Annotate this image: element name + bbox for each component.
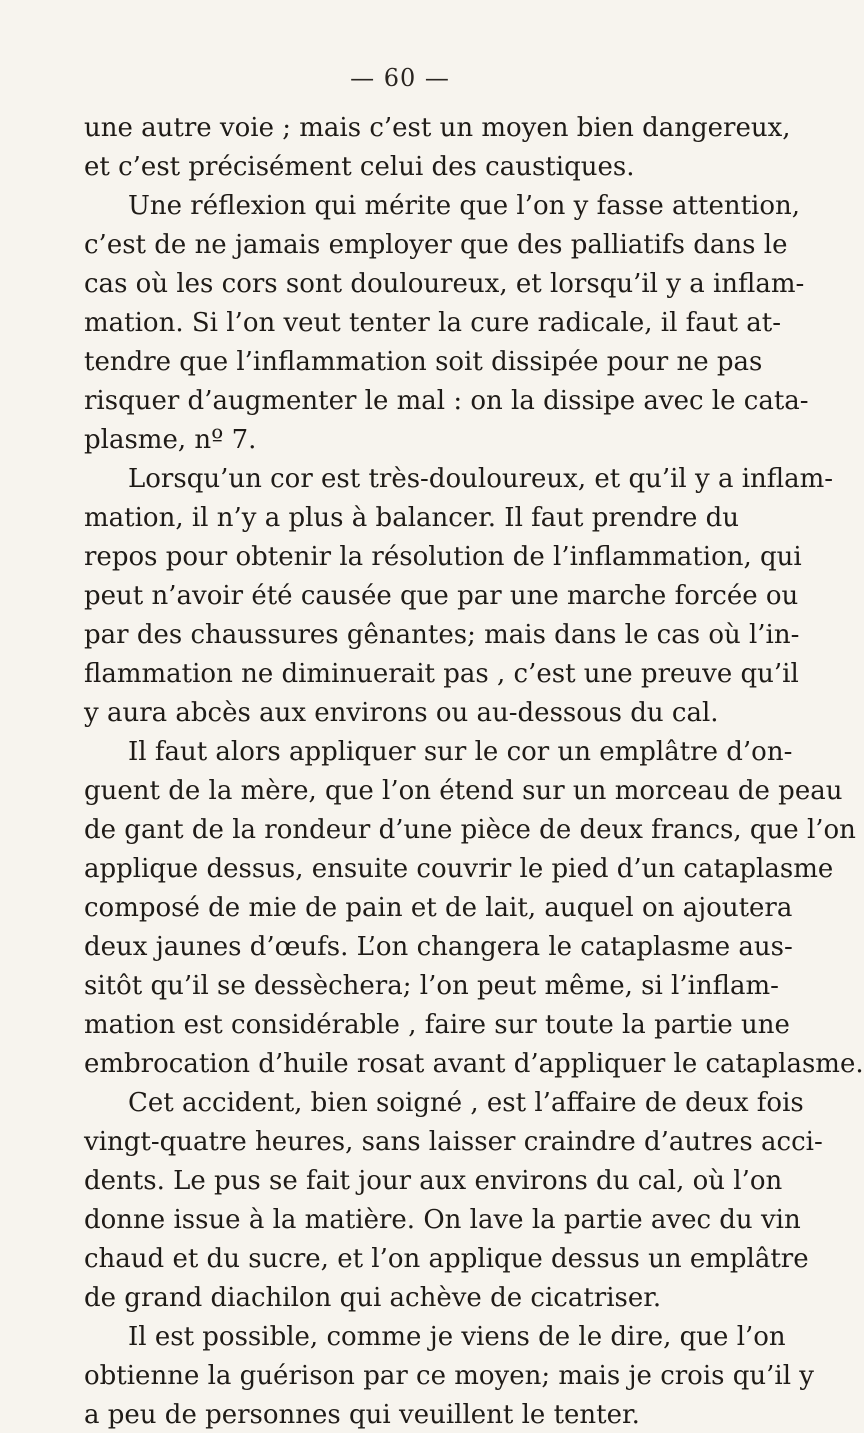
paragraph-line: vingt-quatre heures, sans laisser craindre d’autres acci-: [84, 1127, 823, 1157]
paragraph-line: une autre voie ; mais c’est un moyen bien dangereux,: [84, 113, 791, 143]
paragraph-line: mation, il n’y a plus à balancer. Il faut prendre du: [84, 503, 740, 533]
paragraph-line: guent de la mère, que l’on étend sur un morceau de peau: [84, 776, 843, 806]
paragraph-line: peut n’avoir été causée que par une marche forcée ou: [84, 581, 799, 611]
page-number-header: — 60 —: [350, 64, 450, 92]
paragraph-line: c’est de ne jamais employer que des palliatifs dans le: [84, 230, 788, 260]
paragraph-line: risquer d’augmenter le mal : on la dissipe avec le cata-: [84, 386, 809, 416]
paragraph-line: Il faut alors appliquer sur le cor un emplâtre d’on-: [128, 737, 793, 767]
paragraph-line: Cet accident, bien soigné , est l’affaire de deux fois: [128, 1088, 804, 1118]
paragraph-line: a peu de personnes qui veuillent le tenter.: [84, 1400, 640, 1430]
paragraph-line: tendre que l’inflammation soit dissipée pour ne pas: [84, 347, 763, 377]
paragraph-line: flammation ne diminuerait pas , c’est une preuve qu’il: [84, 659, 799, 689]
paragraph-line: plasme, nº 7.: [84, 425, 257, 455]
paragraph-line: mation est considérable , faire sur toute la partie une: [84, 1010, 790, 1040]
paragraph-line: donne issue à la matière. On lave la partie avec du vin: [84, 1205, 801, 1235]
paragraph-line: applique dessus, ensuite couvrir le pied d’un cataplasme: [84, 854, 834, 884]
paragraph-line: deux jaunes d’œufs. L’on changera le cataplasme aus-: [84, 932, 793, 962]
paragraph-line: cas où les cors sont douloureux, et lorsqu’il y a inflam-: [84, 269, 805, 299]
paragraph-line: Une réflexion qui mérite que l’on y fasse attention,: [128, 191, 801, 221]
paragraph-line: composé de mie de pain et de lait, auquel on ajoutera: [84, 893, 793, 923]
paragraph-line: y aura abcès aux environs ou au-dessous du cal.: [84, 698, 719, 728]
paragraph-line: Il est possible, comme je viens de le dire, que l’on: [128, 1322, 786, 1352]
paragraph-line: de grand diachilon qui achève de cicatriser.: [84, 1283, 662, 1313]
paragraph-line: sitôt qu’il se dessèchera; l’on peut même, si l’inflam-: [84, 971, 779, 1001]
paragraph-line: chaud et du sucre, et l’on applique dessus un emplâtre: [84, 1244, 809, 1274]
paragraph-line: de gant de la rondeur d’une pièce de deux francs, que l’on: [84, 815, 856, 845]
paragraph-line: dents. Le pus se fait jour aux environs du cal, où l’on: [84, 1166, 783, 1196]
paragraph-line: Lorsqu’un cor est très-douloureux, et qu’il y a inflam-: [128, 464, 834, 494]
paragraph-line: repos pour obtenir la résolution de l’inflammation, qui: [84, 542, 802, 572]
paragraph-line: obtienne la guérison par ce moyen; mais je crois qu’il y: [84, 1361, 814, 1391]
paragraph-line: embrocation d’huile rosat avant d’appliquer le cataplasme.: [84, 1049, 864, 1079]
paragraph-line: et c’est précisément celui des caustiques.: [84, 152, 635, 182]
paragraph-line: par des chaussures gênantes; mais dans le cas où l’in-: [84, 620, 800, 650]
paragraph-line: mation. Si l’on veut tenter la cure radicale, il faut at-: [84, 308, 781, 338]
